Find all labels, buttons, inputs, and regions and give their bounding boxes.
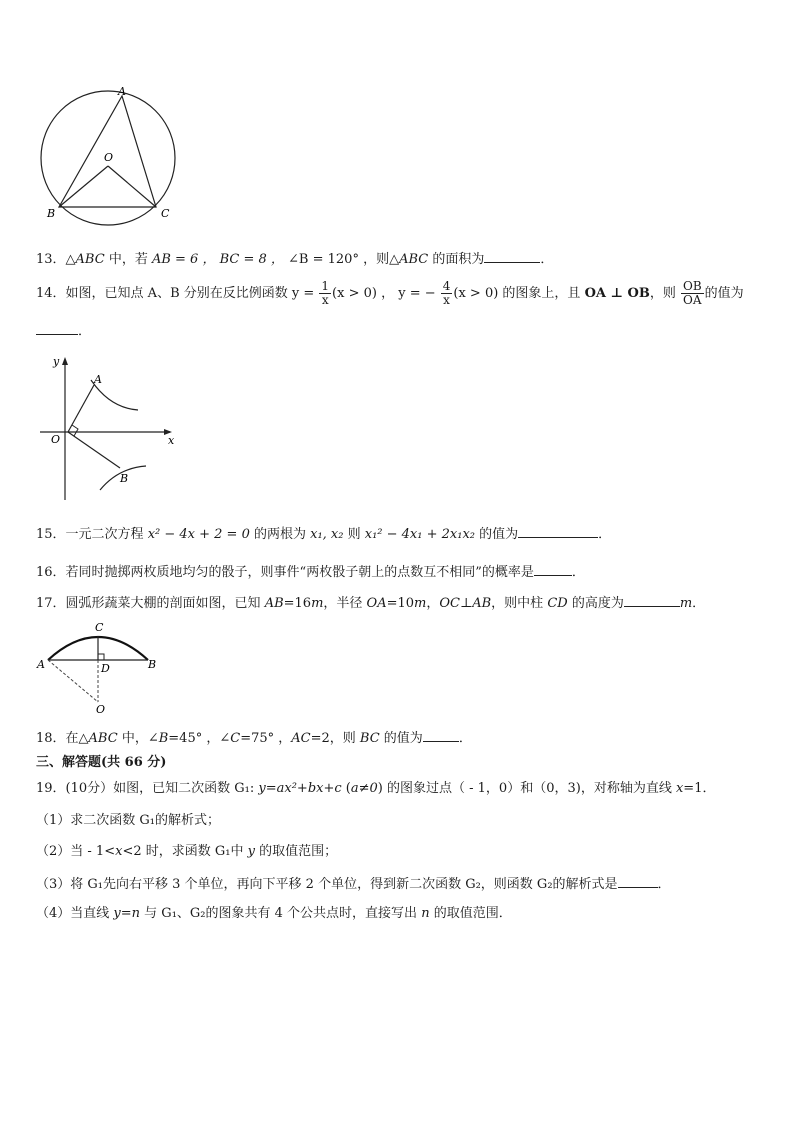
label-b: B xyxy=(148,658,157,671)
answer-blank xyxy=(518,525,598,538)
circle-triangle-figure xyxy=(30,82,190,227)
right-angle-mark xyxy=(72,425,78,436)
fraction-4-over-x: $\frac{4}{x}$ xyxy=(442,279,451,307)
fraction-1-over-x: $\frac{1}{x}$ xyxy=(321,279,330,307)
label-y: y xyxy=(53,355,60,368)
question-15: 15．一元二次方程 x² − 4x + 2 = 0 的两根为 x₁, x₂ 则 x₁² − 4x₁ + 2x₁x₂ 的值为 ． xyxy=(36,527,612,542)
section-3-title: 三、解答题(共 66 分) xyxy=(36,755,167,770)
answer-blank xyxy=(624,594,680,607)
label-c: C xyxy=(161,207,170,220)
segment-ao-dashed xyxy=(48,660,98,702)
question-19-part-3: （3）将 G₁先向右平移 3 个单位，再向下平移 2 个单位，得到新二次函数 G₂，则函数 G₂的解析式是 ． xyxy=(36,877,671,892)
answer-blank xyxy=(36,322,78,335)
segment-oa xyxy=(68,385,94,432)
question-19-part-2: （2）当 - 1<x<2 时，求函数 G₁中 y 的取值范围； xyxy=(36,844,338,859)
label-o: O xyxy=(96,703,106,716)
label-x: x xyxy=(168,434,175,447)
question-14: 14．如图，已知点 A、B 分别在反比例函数 y = $\frac{1}{x}$ (x > 0) ， y = − $\frac{4}{x}$ (x > 0) 的图象上，且 OA ⊥ OB，则 $\frac{OB}{OA}$ 的值为 xyxy=(36,279,744,307)
answer-blank xyxy=(484,250,540,263)
question-17: 17．圆弧形蔬菜大棚的剖面如图，已知 AB=16m，半径 OA=10m，OC⊥AB，则中柱 CD 的高度为 m． xyxy=(36,596,706,611)
label-b: B xyxy=(120,472,129,485)
label-d: D xyxy=(101,662,110,675)
fraction-ob-over-oa: $\frac{OB}{OA}$ xyxy=(682,279,702,307)
answer-blank xyxy=(618,875,658,888)
question-14-answer-line: ． xyxy=(36,322,91,340)
right-angle-mark xyxy=(98,654,104,660)
label-a: A xyxy=(94,373,102,386)
label-b: B xyxy=(47,207,56,220)
question-19-stem: 19．(10分）如图，已知二次函数 G₁: y=ax²+bx+c (a≠0) 的图象过点（ - 1，0）和（0，3)，对称轴为直线 x=1． xyxy=(36,781,716,796)
y-axis-arrow xyxy=(62,357,68,365)
question-19-part-1: （1）求二次函数 G₁的解析式； xyxy=(36,813,220,828)
segment-oc xyxy=(108,166,156,207)
question-16: 16．若同时抛掷两枚质地均匀的骰子，则事件“两枚骰子朝上的点数互不相同”的概率是 ． xyxy=(36,565,585,580)
hyperbola-figure xyxy=(38,350,183,505)
answer-blank xyxy=(534,563,572,576)
label-c: C xyxy=(95,621,104,634)
question-13: 13．△ABC 中，若 AB = 6 ， BC = 8 ， ∠B = 120° ，则△ABC 的面积为 ． xyxy=(36,252,554,267)
answer-blank xyxy=(423,729,459,742)
label-o: O xyxy=(104,151,114,164)
arch-figure xyxy=(36,618,166,718)
label-a: A xyxy=(37,658,45,671)
label-a: A xyxy=(118,85,126,98)
question-19-part-4: （4）当直线 y=n 与 G₁、G₂的图象共有 4 个公共点时，直接写出 n 的取值范围． xyxy=(36,906,512,921)
question-18: 18．在△ABC 中，∠B=45° ，∠C=75° ，AC=2，则 BC 的值为 ． xyxy=(36,731,472,746)
segment-ob xyxy=(68,432,120,468)
segment-ob xyxy=(59,166,108,207)
label-o: O xyxy=(51,433,61,446)
